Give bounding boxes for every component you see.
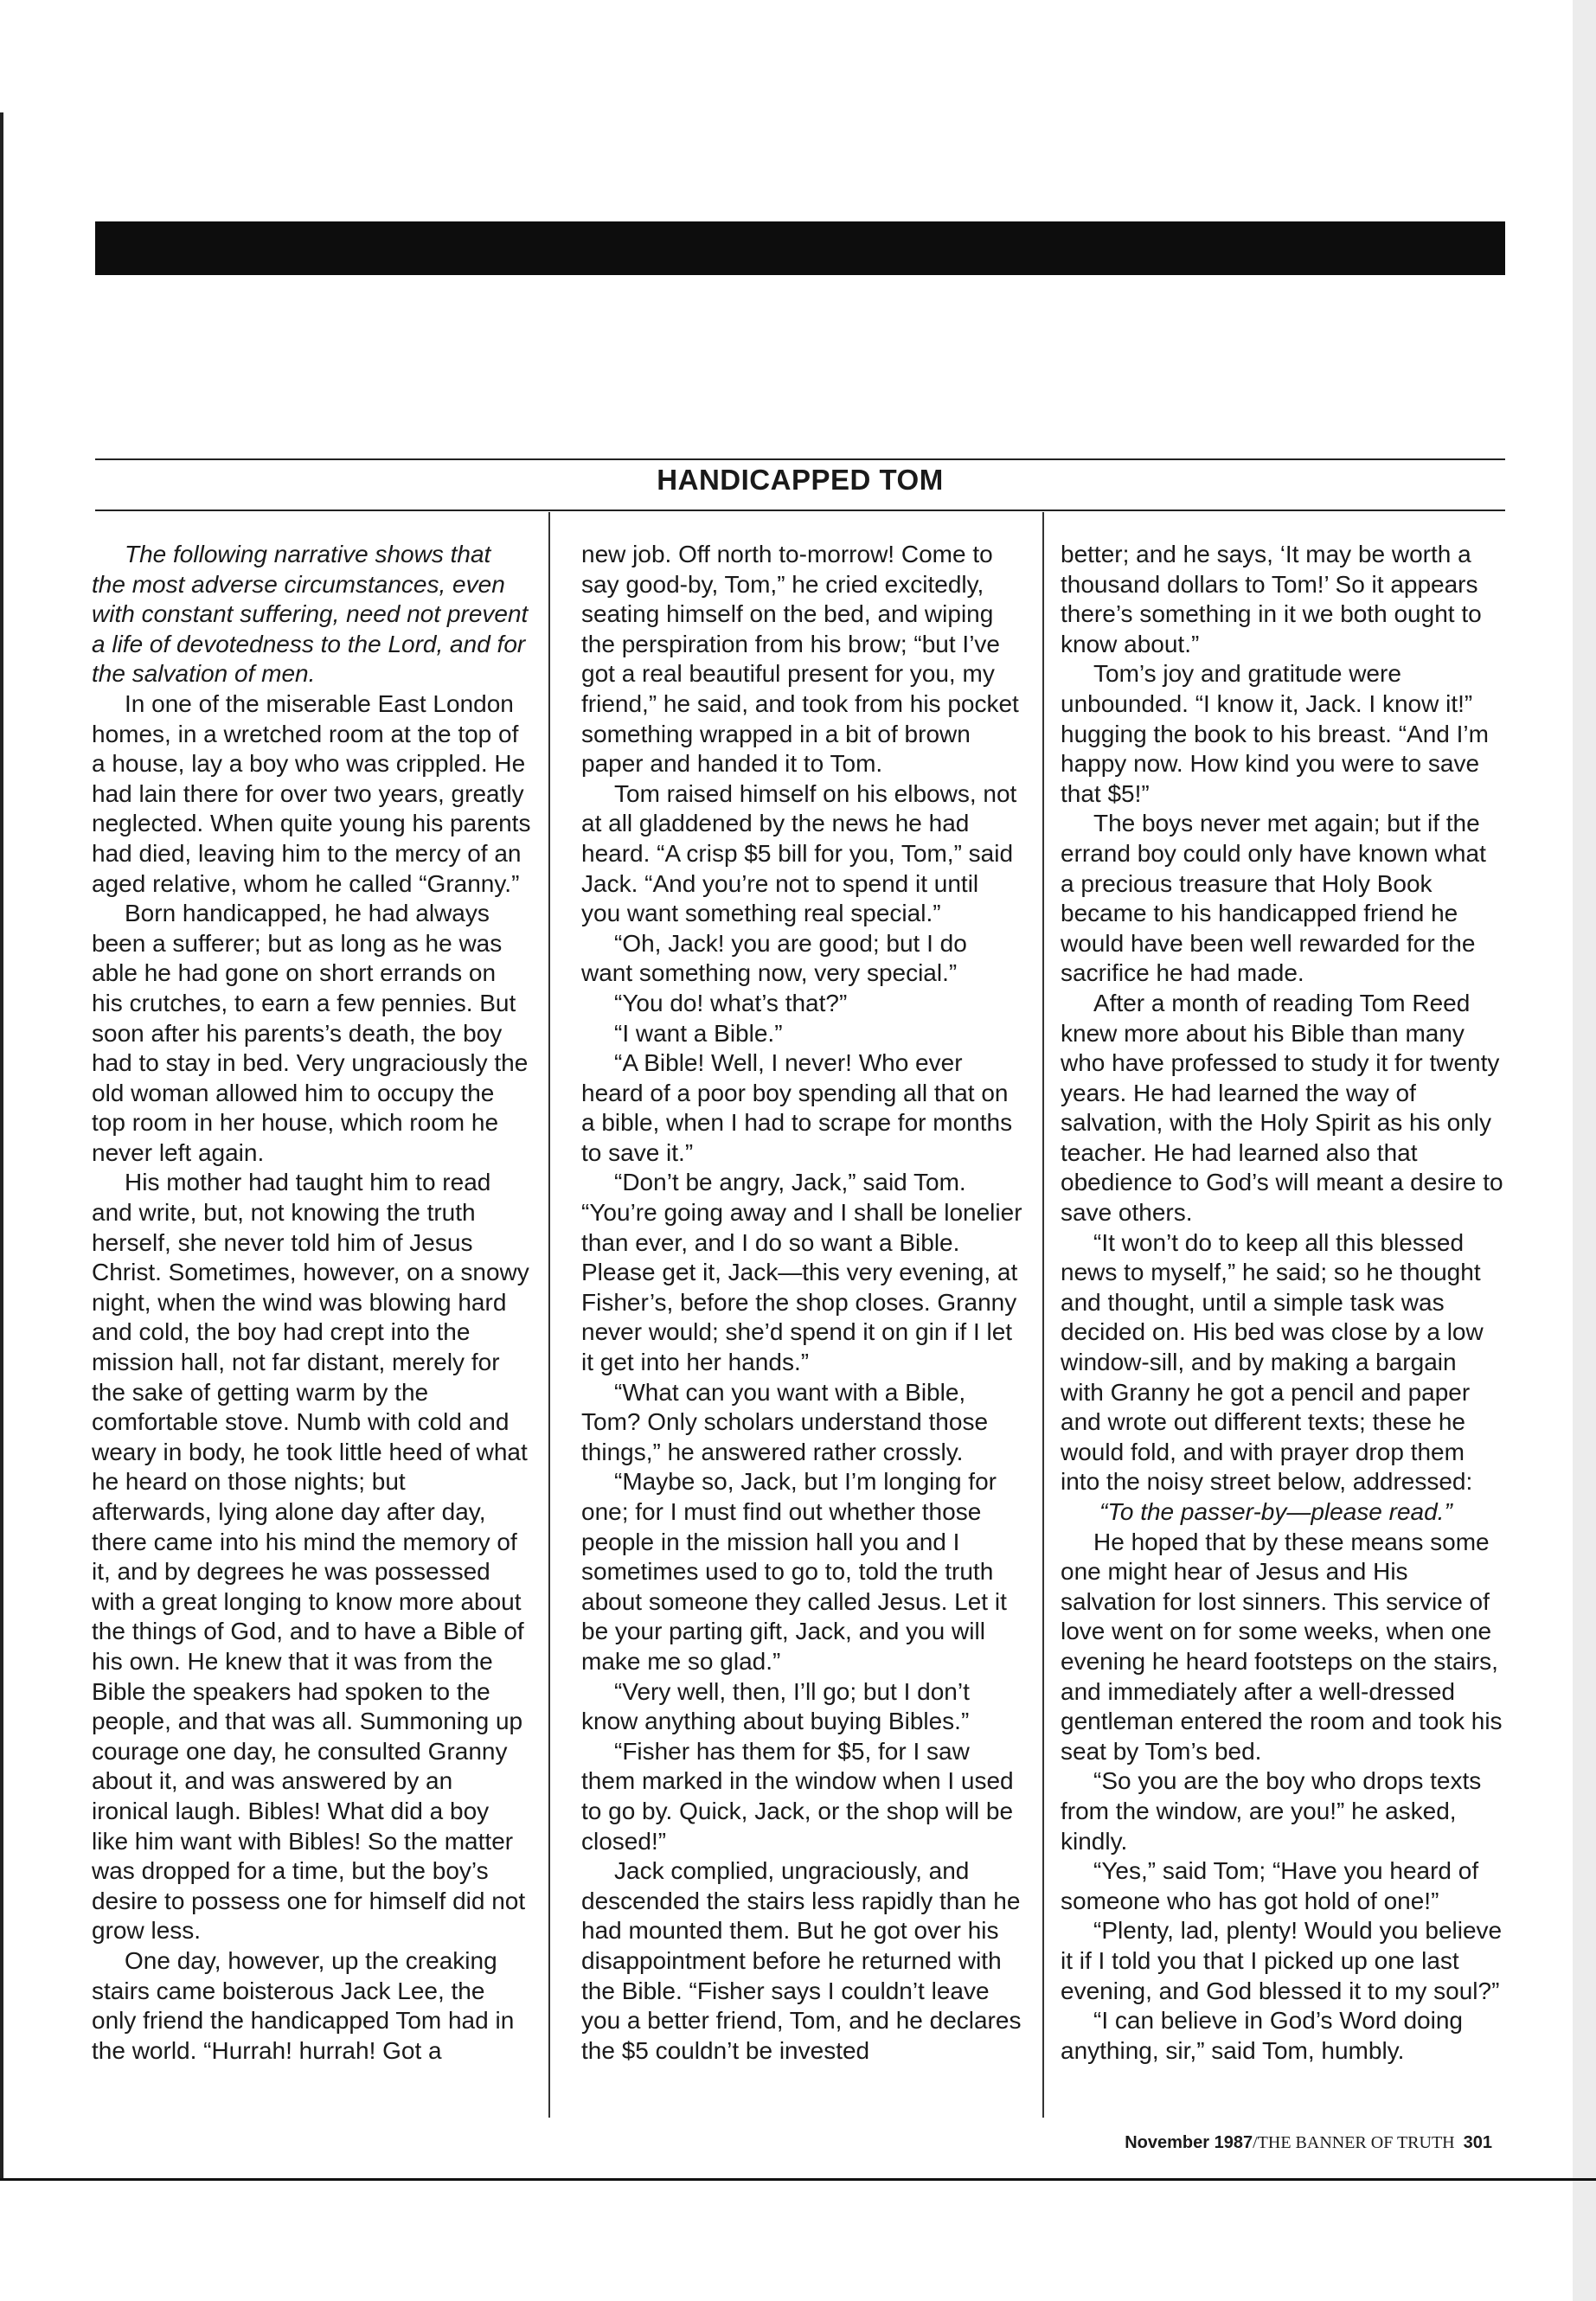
paragraph: “A Bible! Well, I never! Who ever heard of a poor boy spending all that on a bible, when I had to scrape for months to save it.” <box>581 1049 1013 1166</box>
paragraph: In one of the miserable East London homes, in a wretched room at the top of a house, lay a boy who was crippled. He had lain there for over two years, greatly neglected. When quite young his parents had died, leaving him to the mercy of an aged relative, whom he called “Granny.” <box>92 689 531 897</box>
page-right-shadow <box>1573 0 1596 2301</box>
paragraph: “Yes,” said Tom; “Have you heard of someone who has got hold of one!” <box>1061 1857 1479 1914</box>
paragraph: “To the passer-by—please read.” <box>1099 1498 1452 1525</box>
title-top-rule <box>95 458 1505 460</box>
paragraph: “You do! what’s that?” <box>614 989 848 1016</box>
footer-date: November 1987 <box>1125 2133 1253 2152</box>
paragraph: better; and he says, ‘It may be worth a thousand dollars to Tom!’ So it appears there’s something in it we both ought to know about.” <box>1061 541 1482 657</box>
paragraph: The boys never met again; but if the errand boy could only have known what a precious treasure that Holy Book became to his handicapped friend he would have been well rewarded for the sacrifice he had made. <box>1061 810 1486 987</box>
footer-separator: / <box>1253 2133 1258 2152</box>
paragraph: “So you are the boy who drops texts from the window, are you!” he asked, kindly. <box>1061 1767 1482 1855</box>
paragraph: “It won’t do to keep all this blessed news to myself,” he said; so he thought and thought, until a simple task was decided on. His bed was close by a low window-sill, and by making a bargain with Granny he got a pencil and paper and wrote out different texts; these he would fold, and with prayer drop them into the noisy street below, addressed: <box>1061 1228 1484 1496</box>
title-bottom-rule <box>95 510 1505 511</box>
header-black-band <box>95 221 1505 275</box>
paragraph: “Don’t be angry, Jack,” said Tom. “You’re going away and I shall be lonelier than ever, and I do so want a Bible. Please get it, Jack—this very evening, at Fisher’s, before the shop closes. Granny never would; she’d spend it on gin if I let it get into her hands.” <box>581 1169 1022 1376</box>
paragraph: Tom raised himself on his elbows, not at all gladdened by the news he had heard. “A crisp $5 bill for you, Tom,” said Jack. “And you’re not to spend it until you want something real special.” <box>581 779 1017 927</box>
paragraph: “What can you want with a Bible, Tom? Only scholars understand those things,” he answered rather crossly. <box>581 1378 989 1465</box>
paragraph: One day, however, up the creaking stairs came boisterous Jack Lee, the only friend the handicapped Tom had in the world. “Hurrah! hurrah! Got a <box>92 1946 515 2064</box>
paragraph: “Very well, then, I’ll go; but I don’t know anything about buying Bibles.” <box>581 1677 970 1735</box>
paragraph: “Oh, Jack! you are good; but I do want something now, very special.” <box>581 929 967 987</box>
paragraph: He hoped that by these means some one might hear of Jesus and His salvation for lost sinners. This service of love went on for some weeks, when one evening he heard footsteps on the stairs, and immediately after a well-dressed gentleman entered the room and took his seat by Tom’s bed. <box>1061 1528 1503 1765</box>
article-column-1 <box>92 540 531 2066</box>
paragraph: “Plenty, lad, plenty! Would you believe it if I told you that I picked up one last evening, and God blessed it to my soul?” <box>1061 1917 1503 2004</box>
page-left-edge <box>0 112 3 2180</box>
column-divider-2 <box>1042 512 1044 2118</box>
article-column-3 <box>1061 540 1503 2066</box>
paragraph: Tom’s joy and gratitude were unbounded. “I know it, Jack. I know it!” hugging the book to his breast. “And I’m happy now. How kind you were to save that $5!” <box>1061 660 1489 807</box>
paragraph: Jack complied, ungraciously, and descended the stairs less rapidly than he had mounted them. But he got over his disappointment before he returned with the Bible. “Fisher says I couldn’t leave you a better friend, Tom, and he declares the $5 couldn’t be invested <box>581 1857 1022 2064</box>
paragraph: The following narrative shows that the most adverse circumstances, even with constant suffering, need not prevent a life of devotedness to the Lord, and for the salvation of men. <box>92 541 529 688</box>
article-column-2 <box>581 540 1022 2066</box>
page-bottom-edge <box>0 2178 1596 2181</box>
column-divider-1 <box>548 512 550 2118</box>
paragraph: “Fisher has them for $5, for I saw them marked in the window when I used to go by. Quick, Jack, or the shop will be closed!” <box>581 1737 1014 1855</box>
page-footer <box>1125 2133 1492 2153</box>
article-title: HANDICAPPED TOM <box>657 464 944 496</box>
paragraph: “I can believe in God’s Word doing anything, sir,” said Tom, humbly. <box>1061 2007 1463 2064</box>
footer-page-number: 301 <box>1463 2133 1492 2152</box>
footer-publication: THE BANNER OF TRUTH <box>1257 2133 1455 2152</box>
paragraph: “Maybe so, Jack, but I’m longing for one; for I must find out whether those people in the mission hall you and I sometimes used to go to, told the truth about someone they called Jesus. Let it be your parting gift, Jack, and you will make me so glad.” <box>581 1468 1007 1675</box>
paragraph: After a month of reading Tom Reed knew more about his Bible than many who have professed to study it for twenty years. He had learned the way of salvation, with the Holy Spirit as his only teacher. He had learned also that obedience to God’s will meant a desire to save others. <box>1061 989 1503 1227</box>
paragraph: Born handicapped, he had always been a sufferer; but as long as he was able he had gone on short errands on his crutches, to earn a few pennies. But soon after his parents’s death, the boy had to stay in bed. Very ungraciously the old woman allowed him to occupy the top room in her house, which room he never left again. <box>92 900 529 1166</box>
paragraph: new job. Off north to-morrow! Come to say good-by, Tom,” he cried excitedly, seating himself on the bed, and wiping the perspiration from his brow; “but I’ve got a real beautiful present for you, my friend,” he said, and took from his pocket something wrapped in a bit of brown paper and handed it to Tom. <box>581 541 1019 778</box>
paragraph: His mother had taught him to read and write, but, not knowing the truth herself, she never told him of Jesus Christ. Sometimes, however, on a snowy night, when the wind was blowing hard and cold, the boy had crept into the mission hall, not far distant, merely for the sake of getting warm by the comfortable stove. Numb with cold and weary in body, he took little heed of what he heard on those nights; but afterwards, lying alone day after day, there came into his mind the memory of it, and by degrees he was possessed with a great longing to know more about the things of God, and to have a Bible of his own. He knew that it was from the Bible the speakers had spoken to the people, and that was all. Summoning up courage one day, he consulted Granny about it, and was answered by an ironical laugh. Bibles! What did a boy like him want with Bibles! So the matter was dropped for a time, but the boy’s desire to possess one for himself did not grow less. <box>92 1169 529 1945</box>
paragraph: “I want a Bible.” <box>614 1019 783 1047</box>
